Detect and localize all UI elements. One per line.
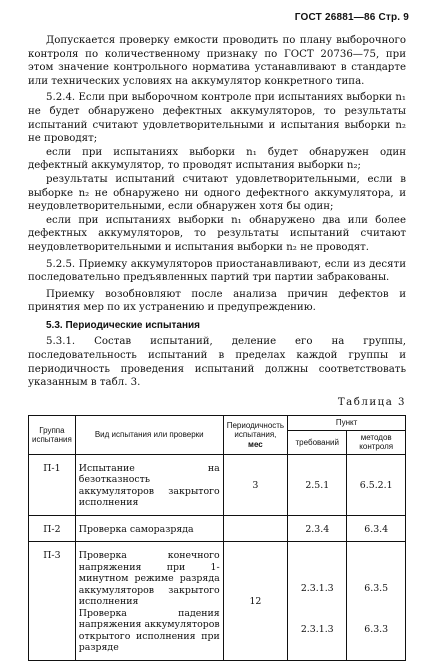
paragraph-5-2-5: 5.2.5. Приемку аккумуляторов приостанавливают, если из десяти последовательно предъявленных партий три партии забракованы. [28, 258, 406, 284]
cell-methods-line: 6.3.3 [364, 624, 389, 636]
paragraph-one-defect: если при испытаниях выборки n₁ будет обнаружен один дефектный аккумулятор, то проводят испытания выборки n₂; [28, 146, 406, 172]
cell-period: 3 [223, 454, 287, 515]
cell-methods: 6.3.4 [347, 515, 406, 542]
table-row [29, 515, 406, 542]
cell-kind: Испытание на безотказность аккумуляторов закрытого исполнения [75, 454, 223, 515]
paragraph-5-2-4: 5.2.4. Если при выборочном контроле при испытаниях выборки n₁ не будет обнаружено дефектных аккумуляторов, то результаты испытаний считают удовлетворительными и испытания выборки n₂ не проводят; [28, 92, 406, 145]
table-row [29, 454, 406, 515]
cell-requirements-line: 2.3.1.3 [300, 582, 334, 594]
cell-requirements: 2.5.1 [288, 454, 347, 515]
header-period-main: Периодичность испытания, [226, 420, 285, 440]
paragraph-two-defects: если при испытаниях выборки n₁ обнаружено два или более дефектных аккумуляторов, то результаты испытаний считают неудовлетворительными и испытания выборки n₂ не проводят. [28, 214, 406, 253]
tests-table [28, 415, 406, 661]
cell-group: П-2 [29, 515, 76, 542]
cell-methods: 6.5.2.1 [347, 454, 406, 515]
cell-group: П-1 [29, 454, 76, 515]
table-row [29, 542, 406, 661]
page-header: ГОСТ 26881—86 Стр. 9 [294, 12, 409, 23]
header-kind: Вид испытания или проверки [75, 416, 223, 455]
header-requirements: требований [288, 430, 347, 454]
header-group: Группа испытания [29, 416, 76, 455]
paragraph-results: результаты испытаний считают удовлетворительными, если в выборке n₂ не обнаружено ни одного дефектного аккумулятора, и неудовлетворительными, если обнаружен хотя бы один; [28, 173, 406, 213]
cell-requirements-line: 2.3.1.3 [300, 624, 334, 636]
cell-kind [75, 542, 223, 661]
cell-kind-line: Проверка конечного напряжения при 1-минутном режиме разряда аккумуляторов закрытого исполнения [78, 550, 220, 608]
body-text [28, 34, 406, 661]
paragraph-resume: Приемку возобновляют после анализа причин дефектов и принятия мер по их устранению и предупреждению. [28, 288, 406, 314]
cell-methods-line: 6.3.5 [364, 582, 389, 594]
header-point: Пункт [288, 416, 406, 431]
paragraph-5-3-1: 5.3.1. Состав испытаний, деление его на группы, последовательность испытаний в пределах каждой группы и периодичность проведения испытаний должны соответствовать указанным в табл. 3. [28, 336, 406, 389]
section-title: 5.3. Периодические испытания [46, 319, 200, 331]
cell-requirements [288, 542, 347, 661]
cell-requirements: 2.3.4 [288, 515, 347, 542]
header-period-unit: мес [248, 439, 263, 449]
paragraph-capacity: Допускается проверку емкости проводить по плану выборочного контроля по количественному признаку по ГОСТ 20736—75, при этом значение контрольного норматива устанавливают в стандарте или технических условиях на аккумулятор конкретного типа. [28, 35, 406, 87]
cell-kind-line: Проверка падения напряжения аккумуляторов открытого исполнения при разряде [78, 607, 220, 654]
header-period [223, 416, 287, 455]
cell-methods [347, 542, 406, 661]
header-methods: методов контроля [347, 430, 406, 454]
cell-group: П-3 [29, 542, 76, 661]
cell-period [223, 515, 287, 542]
table-caption: Таблица 3 [337, 396, 406, 408]
cell-kind: Проверка саморазряда [75, 515, 223, 542]
cell-period: 12 [223, 542, 287, 661]
